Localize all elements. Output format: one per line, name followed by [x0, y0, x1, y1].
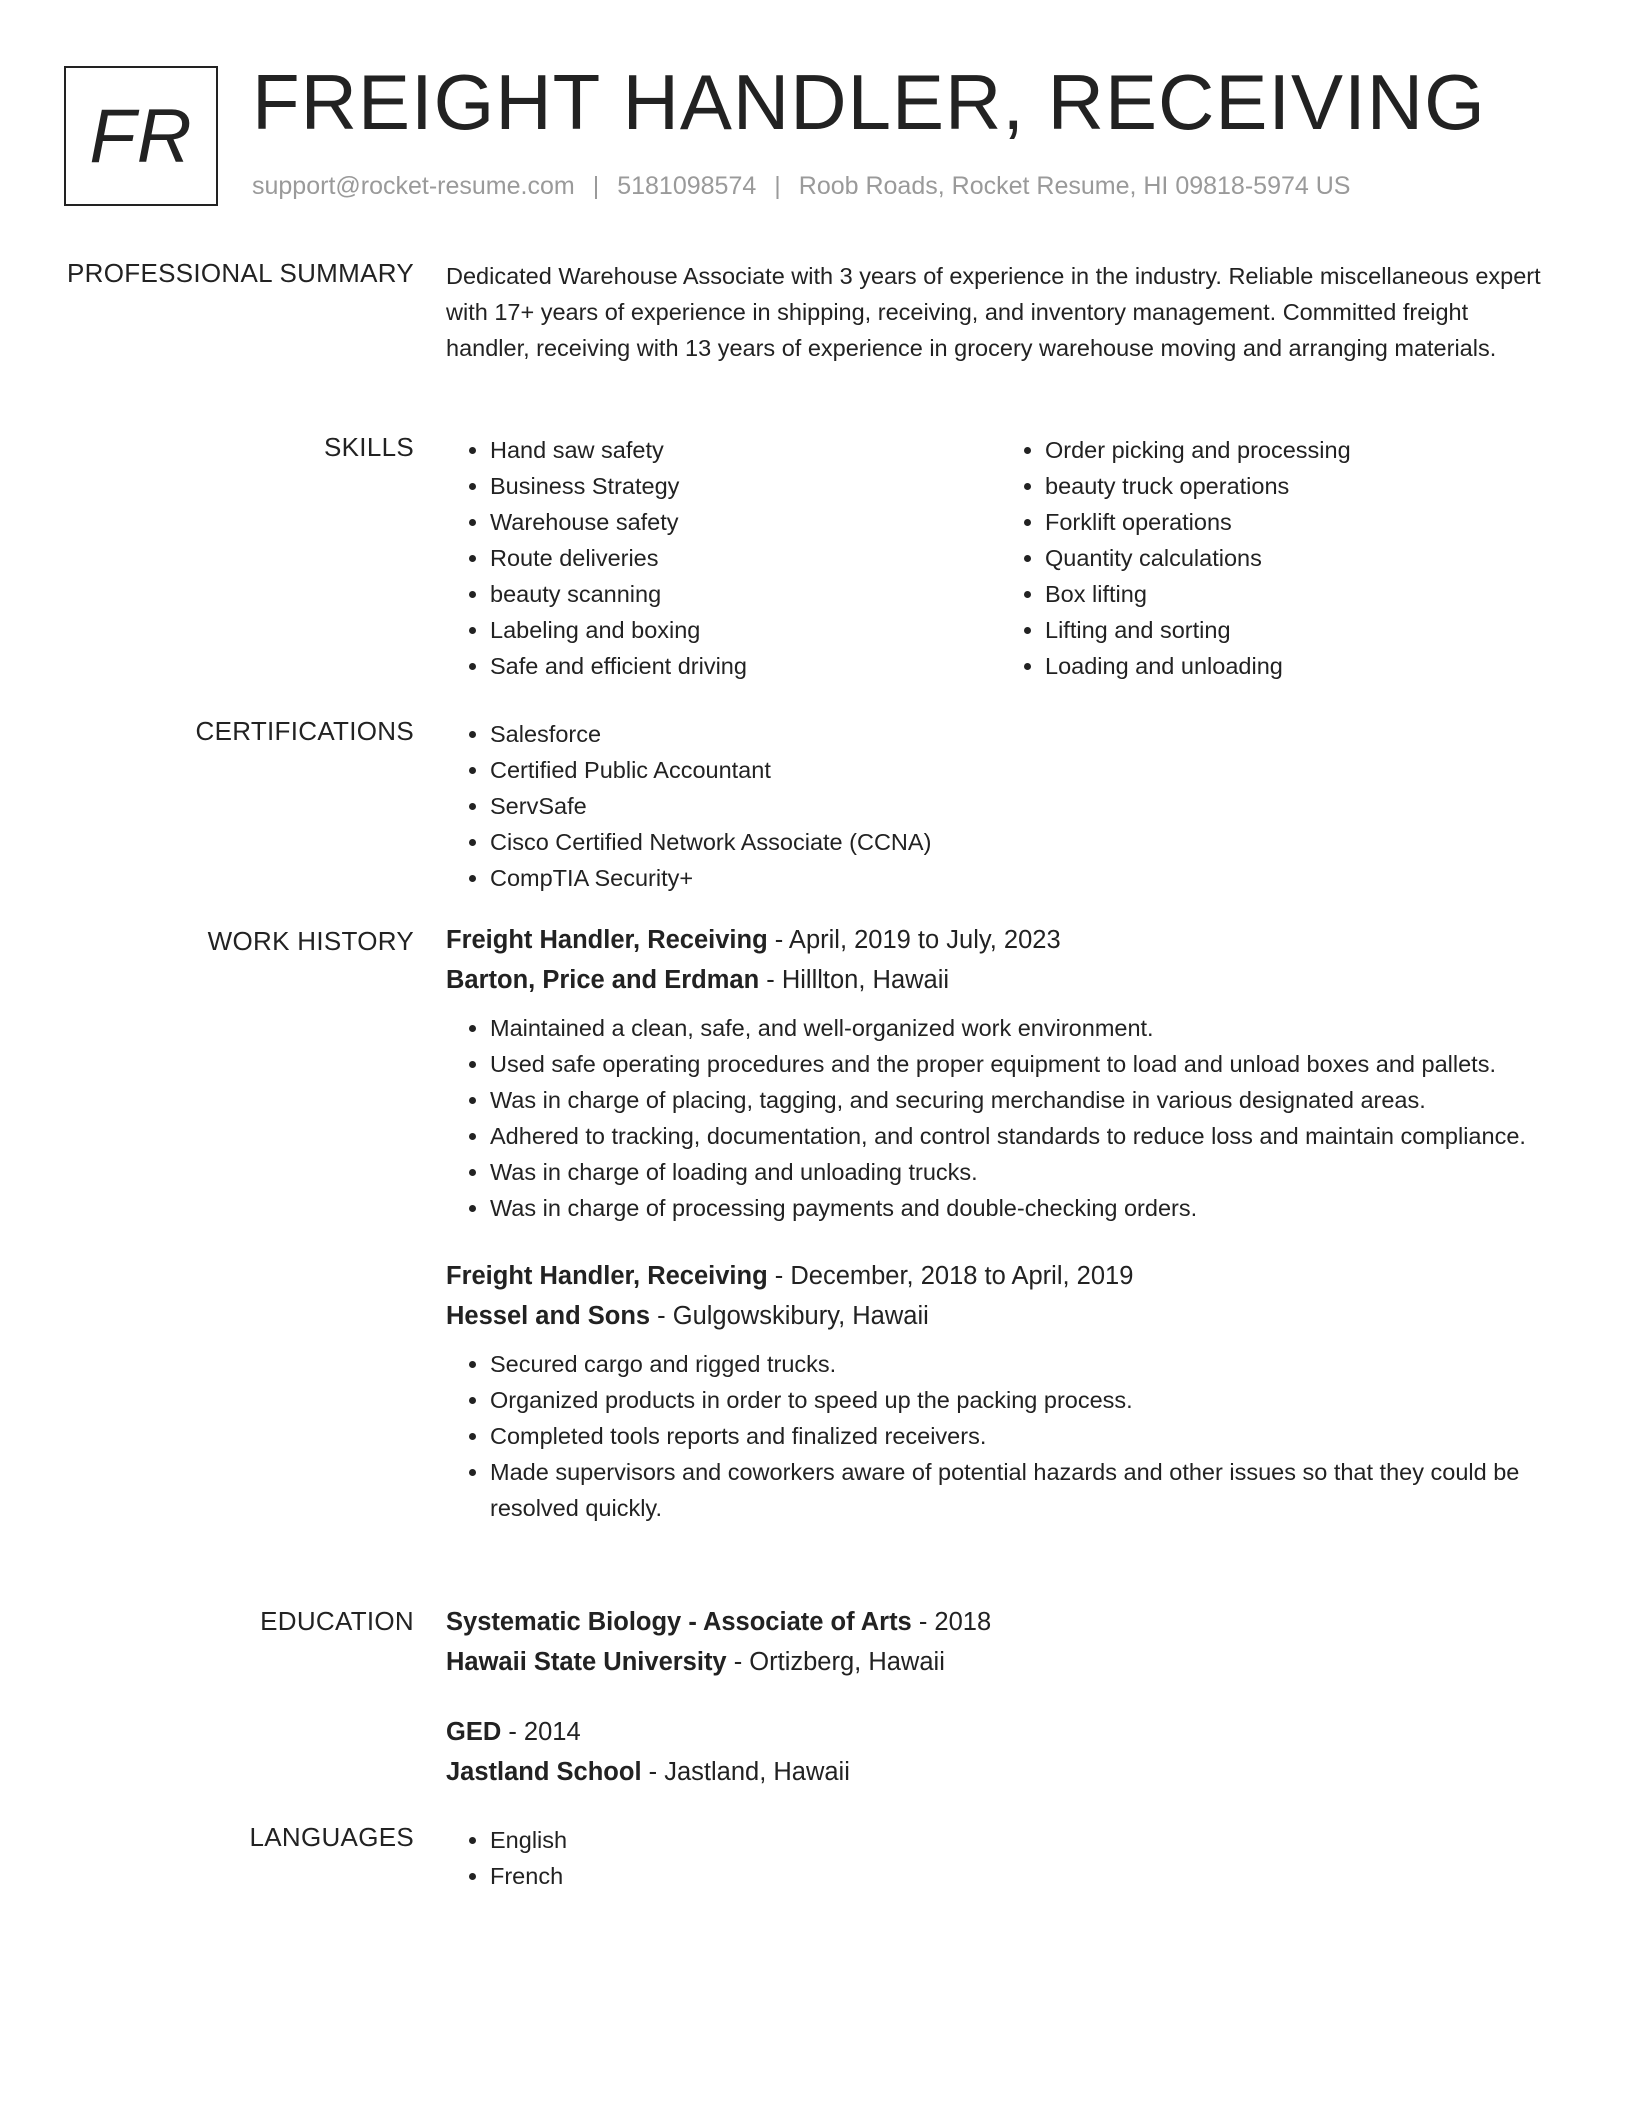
contact-email[interactable]: support@rocket-resume.com [252, 172, 575, 200]
job-title-line [446, 920, 1556, 960]
section-label: SKILLS [324, 432, 414, 462]
skills-column-right [1001, 432, 1556, 684]
contact-separator: | [592, 172, 600, 200]
education-location: - Ortizberg, Hawaii [733, 1648, 945, 1676]
contact-address: Roob Roads, Rocket Resume, HI 09818-5974 US [798, 172, 1351, 200]
skill-item: • Lifting and sorting [1045, 612, 1556, 648]
skill-item: • Route deliveries [490, 540, 1001, 576]
education-entry [446, 1712, 1556, 1792]
skill-item: • beauty scanning [490, 576, 1001, 612]
education-school-line [446, 1752, 1556, 1792]
education-degree-line [446, 1712, 1556, 1752]
skill-item: • beauty truck operations [1045, 468, 1556, 504]
language-item: • French [490, 1858, 1556, 1894]
skill-item: • Box lifting [1045, 576, 1556, 612]
certification-item: • Cisco Certified Network Associate (CCNA) [490, 824, 1556, 860]
skill-item: • Warehouse safety [490, 504, 1001, 540]
section-label: PROFESSIONAL SUMMARY [67, 258, 414, 288]
job-title: Freight Handler, Receiving [446, 926, 768, 954]
education-year: - 2014 [508, 1718, 581, 1746]
skill-item: • Labeling and boxing [490, 612, 1001, 648]
education-degree-line [446, 1602, 1556, 1642]
education-school: Jastland School [446, 1758, 642, 1786]
job-bullet: • Used safe operating procedures and the proper equipment to load and unload boxes and pallets. [490, 1046, 1556, 1082]
skill-item: • Business Strategy [490, 468, 1001, 504]
job-company-line [446, 960, 1556, 1000]
job-bullet: • Completed tools reports and finalized receivers. [490, 1418, 1556, 1454]
certification-item: • Salesforce [490, 716, 1556, 752]
education-degree: GED [446, 1718, 502, 1746]
certification-item: • ServSafe [490, 788, 1556, 824]
work-history-list [446, 920, 1556, 1526]
job-company: Hessel and Sons [446, 1302, 651, 1330]
education-location: - Jastland, Hawaii [648, 1758, 850, 1786]
certification-item: • CompTIA Security+ [490, 860, 1556, 896]
skill-item: • Order picking and processing [1045, 432, 1556, 468]
skill-item: • Hand saw safety [490, 432, 1001, 468]
job-bullet: • Was in charge of processing payments and double-checking orders. [490, 1190, 1556, 1226]
job-bullet: • Was in charge of placing, tagging, and securing merchandise in various designated areas. [490, 1082, 1556, 1118]
education-list [446, 1602, 1556, 1792]
skill-item: • Safe and efficient driving [490, 648, 1001, 684]
education-school-line [446, 1642, 1556, 1682]
contact-phone[interactable]: 5181098574 [617, 172, 757, 200]
job-bullet: • Maintained a clean, safe, and well-organized work environment. [490, 1010, 1556, 1046]
contact-line [252, 172, 1350, 201]
job-title-line [446, 1256, 1556, 1296]
summary-text: Dedicated Warehouse Associate with 3 years of experience in the industry. Reliable miscellaneous expert with 17+ years of experience in shipping, receiving, and inventory management. Committed freight handler, receiving with 13 years of experience in grocery warehouse moving and arranging materials. [446, 263, 1541, 361]
job-dates: - December, 2018 to April, 2019 [774, 1262, 1134, 1290]
job-bullet: • Adhered to tracking, documentation, and control standards to reduce loss and maintain compliance. [490, 1118, 1556, 1154]
education-degree: Systematic Biology - Associate of Arts [446, 1608, 912, 1636]
education-school: Hawaii State University [446, 1648, 727, 1676]
section-label: EDUCATION [260, 1606, 414, 1636]
education-entry [446, 1602, 1556, 1682]
section-label: CERTIFICATIONS [195, 716, 414, 746]
contact-separator: | [774, 172, 781, 200]
section-label: LANGUAGES [249, 1822, 414, 1852]
monogram-logo: FR [64, 66, 218, 206]
job-company-line [446, 1296, 1556, 1336]
education-year: - 2018 [918, 1608, 992, 1636]
section-label: WORK HISTORY [207, 926, 414, 956]
job-bullet: • Was in charge of loading and unloading trucks. [490, 1154, 1556, 1190]
skills-column-left [446, 432, 1001, 684]
skill-item: • Quantity calculations [1045, 540, 1556, 576]
job-dates: - April, 2019 to July, 2023 [774, 926, 1061, 954]
job-title: Freight Handler, Receiving [446, 1262, 768, 1290]
job-location: - Hilllton, Hawaii [766, 966, 950, 994]
certification-item: • Certified Public Accountant [490, 752, 1556, 788]
languages-list [446, 1822, 1556, 1894]
job-bullet: • Organized products in order to speed up the packing process. [490, 1382, 1556, 1418]
certifications-list [446, 716, 1556, 896]
candidate-name: FREIGHT HANDLER, RECEIVING [252, 58, 1486, 146]
job-entry [446, 1256, 1556, 1526]
language-item: • English [490, 1822, 1556, 1858]
skill-item: • Forklift operations [1045, 504, 1556, 540]
job-company: Barton, Price and Erdman [446, 966, 760, 994]
job-location: - Gulgowskibury, Hawaii [657, 1302, 929, 1330]
job-bullet: • Secured cargo and rigged trucks. [490, 1346, 1556, 1382]
skill-item: • Loading and unloading [1045, 648, 1556, 684]
skills-list [446, 432, 1556, 684]
job-entry [446, 920, 1556, 1226]
job-bullet: • Made supervisors and coworkers aware of potential hazards and other issues so that they could be resolved quickly. [490, 1454, 1556, 1526]
